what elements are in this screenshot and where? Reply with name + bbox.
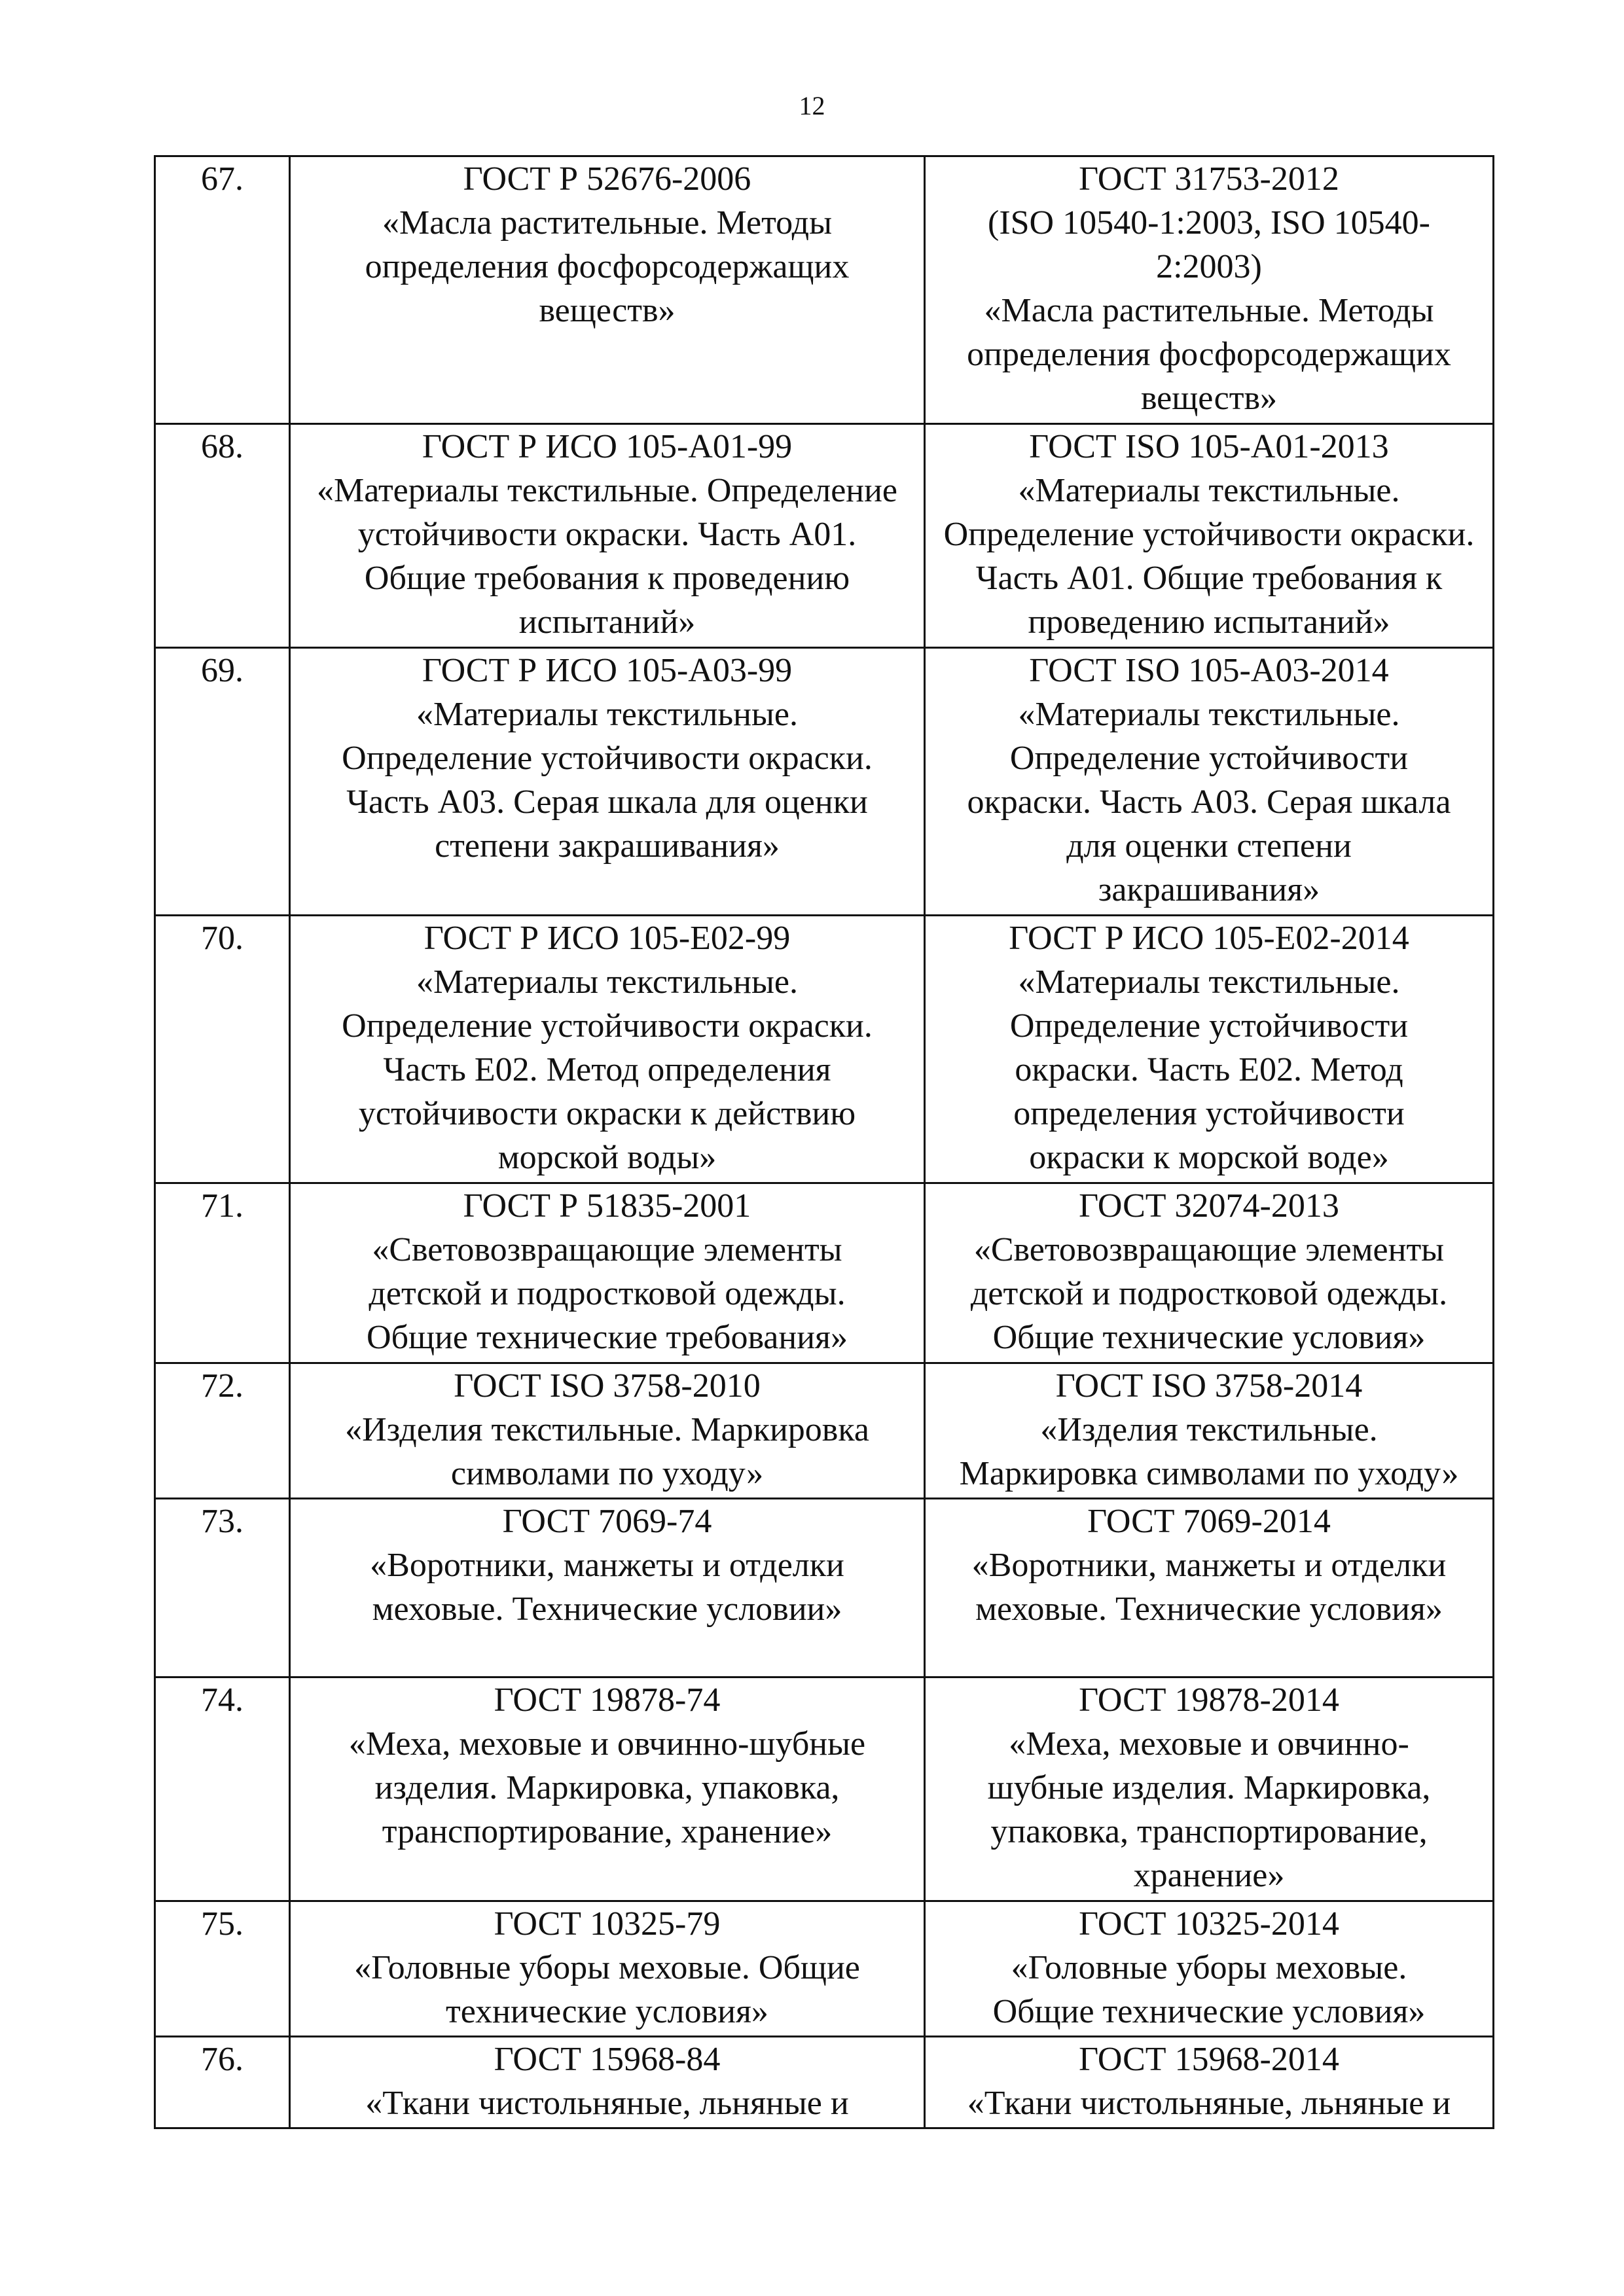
new-standard-line: шубные изделия. Маркировка, <box>987 1769 1431 1806</box>
old-standard-line: детской и подростковой одежды. <box>369 1275 846 1312</box>
old-standard-line: «Материалы текстильные. Определение <box>316 472 898 509</box>
new-standard-line: окраски. Часть А03. Серая шкала <box>967 783 1451 821</box>
old-standard-line: «Световозвращающие элементы <box>372 1231 842 1268</box>
new-standard-line: Общие технические условия» <box>992 1319 1426 1356</box>
new-standard-line: «Воротники, манжеты и отделки <box>971 1547 1447 1584</box>
new-standard-cell <box>925 1901 1494 2037</box>
old-standard-line: Часть А03. Серая шкала для оценки <box>346 783 868 821</box>
table-row <box>155 916 1494 1183</box>
old-standard-line: ГОСТ Р ИСО 105-А03-99 <box>422 652 793 689</box>
standards-table <box>154 155 1494 2129</box>
new-standard-line: Маркировка символами по уходу» <box>959 1455 1459 1492</box>
new-standard-line: ГОСТ 31753-2012 <box>1079 160 1339 198</box>
row-number: 76. <box>155 2037 290 2128</box>
new-standard-cell <box>925 916 1494 1183</box>
old-standard-cell <box>290 1901 925 2037</box>
old-standard-line: ГОСТ Р 52676-2006 <box>463 160 751 198</box>
old-standard-line: морской воды» <box>497 1139 717 1176</box>
new-standard-line: Определение устойчивости окраски. <box>943 516 1475 553</box>
old-standard-line: Часть Е02. Метод определения <box>383 1051 831 1088</box>
old-standard-cell <box>290 2037 925 2128</box>
new-standard-line: ГОСТ ISO 3758-2014 <box>1055 1367 1363 1405</box>
old-standard-line: «Меха, меховые и овчинно-шубные <box>348 1725 866 1763</box>
old-standard-line: «Головные уборы меховые. Общие <box>354 1949 860 1986</box>
new-standard-cell <box>925 156 1494 424</box>
old-standard-line: ГОСТ Р 51835-2001 <box>463 1187 751 1225</box>
old-standard-line: ГОСТ 7069-74 <box>502 1503 712 1540</box>
old-standard-line: степени закрашивания» <box>435 827 780 865</box>
new-standard-line: «Материалы текстильные. <box>1018 963 1400 1001</box>
new-standard-line: ГОСТ Р ИСО 105-Е02-2014 <box>1009 920 1409 957</box>
old-standard-line: ГОСТ 10325-79 <box>494 1905 721 1943</box>
old-standard-cell <box>290 648 925 916</box>
new-standard-line: Общие технические условия» <box>992 1993 1426 2030</box>
new-standard-cell <box>925 1499 1494 1677</box>
new-standard-line: определения устойчивости <box>1013 1095 1405 1132</box>
row-number: 75. <box>155 1901 290 2037</box>
old-standard-cell <box>290 1183 925 1363</box>
row-number: 70. <box>155 916 290 1183</box>
new-standard-line: «Материалы текстильные. <box>1018 472 1400 509</box>
new-standard-line: Определение устойчивости <box>1009 740 1409 777</box>
new-standard-line: ГОСТ 32074-2013 <box>1079 1187 1339 1225</box>
old-standard-line: ГОСТ 15968-84 <box>494 2041 721 2078</box>
old-standard-line: ГОСТ ISO 3758-2010 <box>454 1367 761 1405</box>
old-standard-line: «Материалы текстильные. <box>416 963 798 1001</box>
old-standard-cell <box>290 1363 925 1499</box>
new-standard-line: проведению испытаний» <box>1028 603 1390 641</box>
table-row <box>155 2037 1494 2128</box>
new-standard-line: детской и подростковой одежды. <box>970 1275 1448 1312</box>
old-standard-line: «Ткани чистольняные, льняные и <box>365 2085 849 2122</box>
old-standard-line: ГОСТ Р ИСО 105-Е02-99 <box>424 920 791 957</box>
new-standard-line: хранение» <box>1133 1857 1285 1894</box>
new-standard-line: упаковка, транспортирование, <box>990 1813 1428 1850</box>
new-standard-cell <box>925 648 1494 916</box>
table-row <box>155 1183 1494 1363</box>
old-standard-cell <box>290 916 925 1183</box>
new-standard-line: «Материалы текстильные. <box>1018 696 1400 733</box>
old-standard-cell <box>290 424 925 648</box>
table-row <box>155 648 1494 916</box>
new-standard-line: Часть А01. Общие требования к <box>975 560 1443 597</box>
new-standard-line: «Меха, меховые и овчинно- <box>1009 1725 1409 1763</box>
new-standard-line: Определение устойчивости <box>1009 1007 1409 1045</box>
old-standard-cell <box>290 156 925 424</box>
new-standard-line: «Изделия текстильные. <box>1040 1411 1378 1448</box>
old-standard-line: Общие требования к проведению <box>364 560 850 597</box>
old-standard-line: устойчивости окраски. Часть А01. <box>357 516 857 553</box>
old-standard-line: «Материалы текстильные. <box>416 696 798 733</box>
new-standard-line: «Световозвращающие элементы <box>973 1231 1445 1268</box>
new-standard-cell <box>925 1677 1494 1901</box>
old-standard-line: «Масла растительные. Методы <box>382 204 833 242</box>
old-standard-line: определения фосфорсодержащих <box>365 248 850 285</box>
old-standard-line: Определение устойчивости окраски. <box>342 1007 873 1045</box>
old-standard-line: ГОСТ Р ИСО 105-А01-99 <box>422 428 793 465</box>
row-number: 73. <box>155 1499 290 1677</box>
new-standard-line: ГОСТ 7069-2014 <box>1087 1503 1331 1540</box>
old-standard-line: символами по уходу» <box>450 1455 764 1492</box>
new-standard-cell <box>925 1183 1494 1363</box>
page-number: 12 <box>799 91 825 120</box>
old-standard-cell <box>290 1677 925 1901</box>
new-standard-line: 2:2003) <box>1156 248 1262 285</box>
new-standard-line: окраски к морской воде» <box>1029 1139 1389 1176</box>
old-standard-line: веществ» <box>539 292 676 329</box>
old-standard-line: ГОСТ 19878-74 <box>494 1681 721 1719</box>
old-standard-line: устойчивости окраски к действию <box>358 1095 856 1132</box>
old-standard-line: Определение устойчивости окраски. <box>342 740 873 777</box>
new-standard-line: ГОСТ 15968-2014 <box>1079 2041 1339 2078</box>
table-row <box>155 156 1494 424</box>
old-standard-line: испытаний» <box>518 603 696 641</box>
new-standard-line: закрашивания» <box>1098 871 1320 908</box>
new-standard-line: окраски. Часть Е02. Метод <box>1015 1051 1403 1088</box>
old-standard-line: Общие технические требования» <box>367 1319 848 1356</box>
row-number: 67. <box>155 156 290 424</box>
row-number: 71. <box>155 1183 290 1363</box>
new-standard-line: ГОСТ 19878-2014 <box>1079 1681 1339 1719</box>
new-standard-cell <box>925 424 1494 648</box>
new-standard-line: ГОСТ ISO 105-A03-2014 <box>1029 652 1389 689</box>
new-standard-line: меховые. Технические условия» <box>975 1590 1443 1628</box>
row-number: 72. <box>155 1363 290 1499</box>
new-standard-line: «Масла растительные. Методы <box>984 292 1434 329</box>
new-standard-cell <box>925 1363 1494 1499</box>
old-standard-cell <box>290 1499 925 1677</box>
old-standard-line: меховые. Технические условии» <box>372 1590 842 1628</box>
new-standard-line: «Головные уборы меховые. <box>1011 1949 1407 1986</box>
old-standard-line: технические условия» <box>446 1993 768 2030</box>
new-standard-cell <box>925 2037 1494 2128</box>
table-row <box>155 1499 1494 1677</box>
table-row <box>155 1363 1494 1499</box>
old-standard-line: «Воротники, манжеты и отделки <box>370 1547 844 1584</box>
new-standard-line: ГОСТ ISO 105-A01-2013 <box>1029 428 1389 465</box>
new-standard-line: ГОСТ 10325-2014 <box>1079 1905 1339 1943</box>
row-number: 69. <box>155 648 290 916</box>
new-standard-line: веществ» <box>1140 380 1278 417</box>
new-standard-line: определения фосфорсодержащих <box>967 336 1451 373</box>
new-standard-line: (ISO 10540-1:2003, ISO 10540- <box>988 204 1430 242</box>
table-row <box>155 1677 1494 1901</box>
row-number: 74. <box>155 1677 290 1901</box>
table-row <box>155 1901 1494 2037</box>
old-standard-line: «Изделия текстильные. Маркировка <box>345 1411 869 1448</box>
new-standard-line: для оценки степени <box>1066 827 1352 865</box>
new-standard-line: «Ткани чистольняные, льняные и <box>967 2085 1451 2122</box>
row-number: 68. <box>155 424 290 648</box>
table-row <box>155 424 1494 648</box>
old-standard-line: изделия. Маркировка, упаковка, <box>374 1769 840 1806</box>
old-standard-line: транспортирование, хранение» <box>382 1813 833 1850</box>
